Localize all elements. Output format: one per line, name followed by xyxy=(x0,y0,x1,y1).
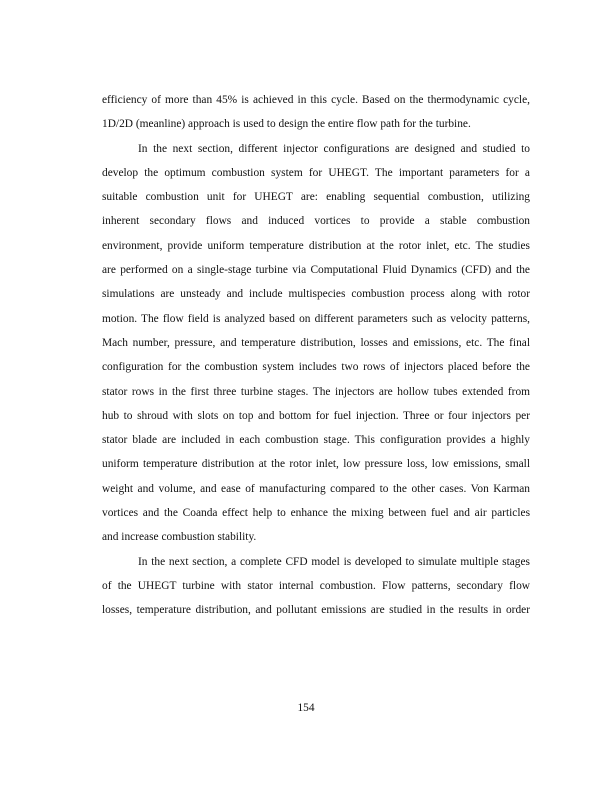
paragraph-2-line-14: uniform temperature distribution at the rotor inlet, low pressure loss, low emissions, small xyxy=(102,458,530,471)
paragraph-2-line-11: stator rows in the first three turbine stages. The injectors are hollow tubes extended from xyxy=(102,385,530,398)
paragraph-2-line-15: weight and volume, and ease of manufacturing compared to the other cases. Von Karman xyxy=(102,482,530,495)
page-body xyxy=(102,88,530,623)
page-number: 154 xyxy=(297,702,315,714)
paragraph-2-line-9: Mach number, pressure, and temperature distribution, losses and emissions, etc. The final xyxy=(102,336,530,349)
paragraph-3-line-3: losses, temperature distribution, and pollutant emissions are studied in the results in order xyxy=(102,604,530,617)
paragraph-2-line-7: simulations are unsteady and include multispecies combustion process along with rotor xyxy=(102,288,530,301)
paragraph-2-line-3: suitable combustion unit for UHEGT are: enabling sequential combustion, utilizing xyxy=(102,191,530,204)
paragraph-2-line-6: are performed on a single-stage turbine via Computational Fluid Dynamics (CFD) and the xyxy=(102,264,530,277)
paragraph-1-line-2: 1D/2D (meanline) approach is used to design the entire flow path for the turbine. xyxy=(102,118,471,131)
paragraph-2-line-12: hub to shroud with slots on top and bottom for fuel injection. Three or four injectors per xyxy=(102,409,530,422)
paragraph-2-line-8: motion. The flow field is analyzed based on different parameters such as velocity patterns, xyxy=(102,312,530,325)
paragraph-2-line-13: stator blade are included in each combustion stage. This configuration provides a highly xyxy=(102,434,530,447)
paragraph-2-line-1: In the next section, different injector configurations are designed and studied to xyxy=(138,142,530,155)
paragraph-2-line-17: and increase combustion stability. xyxy=(102,531,257,544)
paragraph-2-line-4: inherent secondary flows and induced vortices to provide a stable combustion xyxy=(102,215,530,228)
paragraph-3-line-1: In the next section, a complete CFD model is developed to simulate multiple stages xyxy=(138,555,530,568)
paragraph-1-line-1: efficiency of more than 45% is achieved in this cycle. Based on the thermodynamic cycle, xyxy=(102,94,530,106)
paragraph-3-line-2: of the UHEGT turbine with stator internal combustion. Flow patterns, secondary flow xyxy=(102,579,530,592)
paragraph-2-line-16: vortices and the Coanda effect help to enhance the mixing between fuel and air particles xyxy=(102,507,530,520)
paragraph-2-line-5: environment, provide uniform temperature distribution at the rotor inlet, etc. The studies xyxy=(102,239,530,252)
paragraph-2-line-2: develop the optimum combustion system for UHEGT. The important parameters for a xyxy=(102,166,530,179)
paragraph-2-line-10: configuration for the combustion system includes two rows of injectors placed before the xyxy=(102,361,530,374)
